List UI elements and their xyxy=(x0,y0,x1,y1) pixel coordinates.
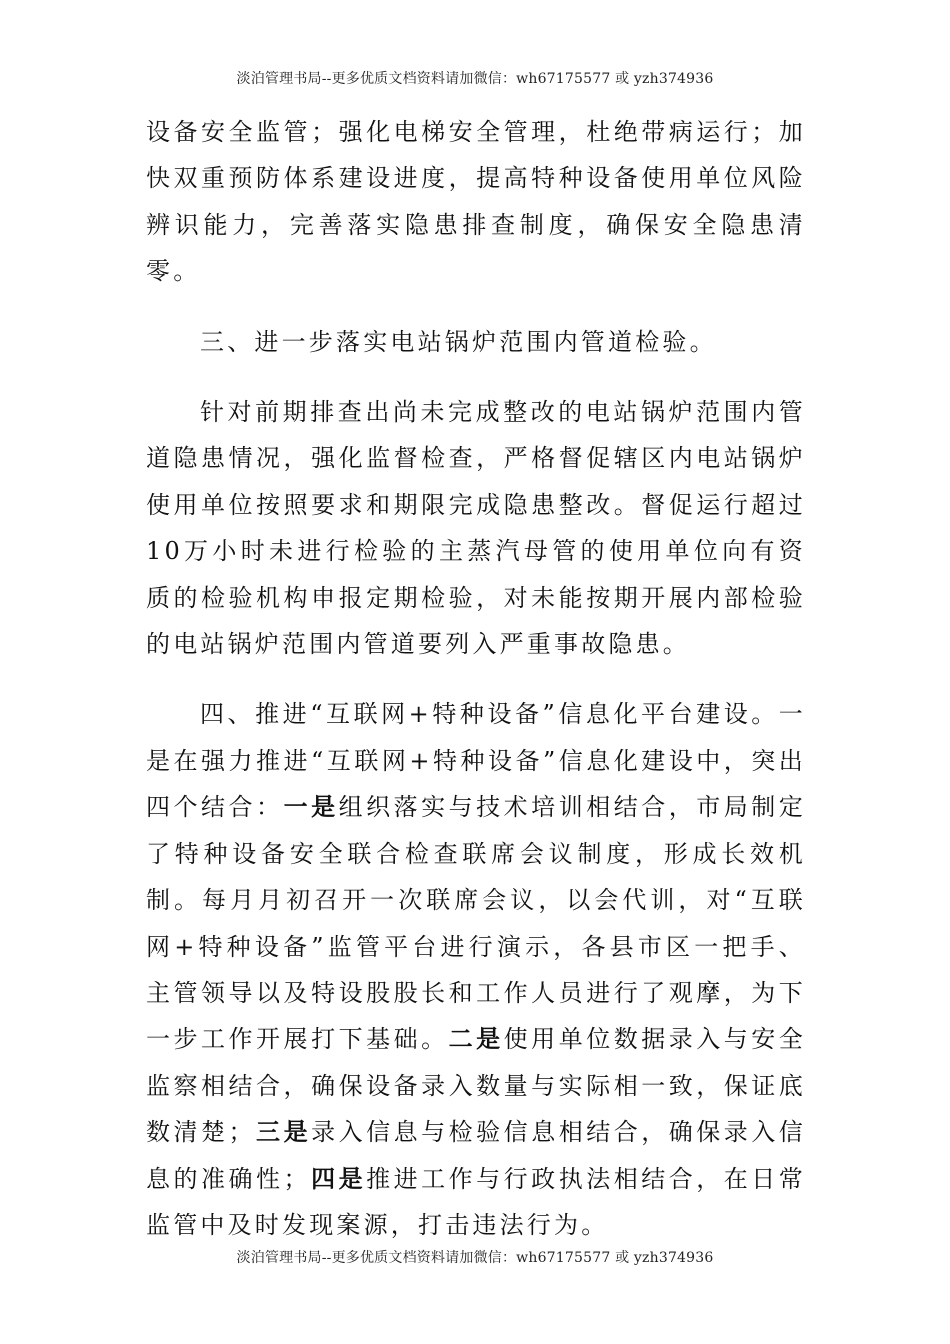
paragraph-4-text-3: 使用单位数据录入与安全监察相结合，确保设备录入数量与实际相一致，保证底数清楚； xyxy=(146,1025,806,1147)
document-body xyxy=(146,109,806,1248)
page-header: 淡泊管理书局--更多优质文档资料请加微信：wh67175577 或 yzh374936 xyxy=(236,71,714,87)
bold-marker-2: 二是 xyxy=(448,1024,504,1054)
paragraph-4-text-5: 推进工作与行政执法相结合，在日常监管中及时发现案源，打击违法行为。 xyxy=(146,1164,806,1239)
paragraph-4 xyxy=(146,691,806,1248)
section-heading-3: 三、进一步落实电站锅炉范围内管道检验。 xyxy=(200,327,717,356)
bold-marker-3: 三是 xyxy=(255,1117,312,1147)
paragraph-4-text-1: 四、推进“互联网+特种设备”信息化平台建设。一是在强力推进“互联网+特种设备”信息化建设中，突出四个结合： xyxy=(146,700,806,822)
paragraph-3: 针对前期排查出尚未完成整改的电站锅炉范围内管道隐患情况，强化监督检查，严格督促辖区内电站锅炉使用单位按照要求和期限完成隐患整改。督促运行超过10万小时未进行检验的主蒸汽母管的使用单位向有资质的检验机构申报定期检验，对未能按期开展内部检验的电站锅炉范围内管道要列入严重事故隐患。 xyxy=(146,398,806,659)
paragraph-4-text-2: 组织落实与技术培训相结合，市局制定了特种设备安全联合检查联席会议制度，形成长效机制。每月月初召开一次联席会议，以会代训，对“互联网+特种设备”监管平台进行演示，各县市区一把手、主管领导以及特设股股长和工作人员进行了观摩，为下一步工作开展打下基础。 xyxy=(146,793,806,1054)
paragraph-4-text-4: 录入信息与检验信息相结合，确保录入信息的准确性； xyxy=(146,1118,806,1193)
bold-marker-4: 四是 xyxy=(310,1163,367,1193)
paragraph-1: 设备安全监管；强化电梯安全管理，杜绝带病运行；加快双重预防体系建设进度，提高特种设备使用单位风险辨识能力，完善落实隐患排查制度，确保安全隐患清零。 xyxy=(146,118,806,286)
page-footer: 淡泊管理书局--更多优质文档资料请加微信：wh67175577 或 yzh374936 xyxy=(236,1250,714,1266)
bold-marker-1: 一是 xyxy=(283,792,339,822)
